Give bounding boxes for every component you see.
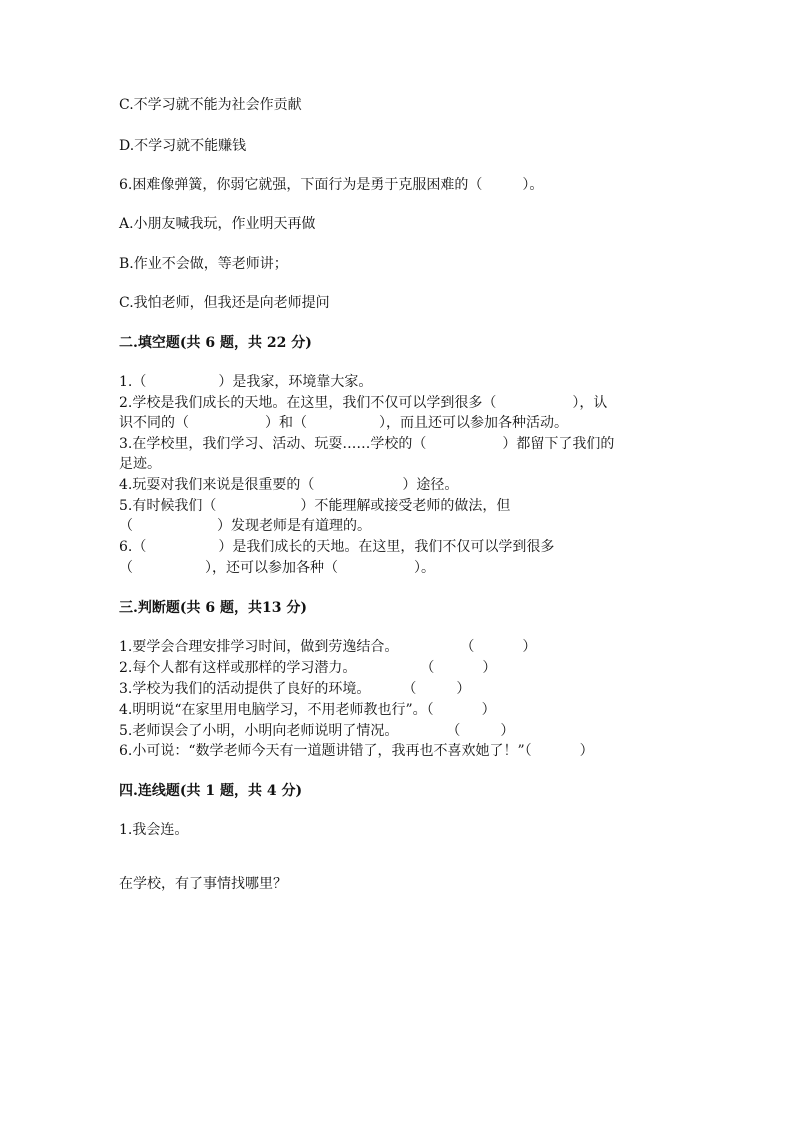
paren-open: （ [524,743,532,759]
judge-text: 2.每个人都有这样或那样的学习潜力。 [119,660,357,676]
option-a-q6: A.小朋友喊我玩，作业明天再做 [119,216,316,232]
paren-close: ） [522,639,537,655]
judge-question-2 [119,658,496,678]
q4-text-a: 4.玩耍对我们来说是很重要的（ [119,477,315,493]
judge-text: 4.明明说“在家里用电脑学习，不用老师教也行”。 [119,702,427,718]
q5-text-d: ）发现老师是有道理的。 [217,518,371,534]
option-c-q6: C.我怕老师，但我还是向老师提问 [119,295,330,311]
option-b-q6: B.作业不会做，等老师讲； [119,256,288,272]
q6-text-a: 6.（ [119,539,147,555]
fill-question-4 [119,475,458,495]
q5-text-b: ）不能理解或接受老师的做法，但 [300,498,511,514]
paren-close: ） [456,681,471,697]
paren-open: （ [426,702,434,718]
question-6-stem [119,175,543,195]
fill-question-2-line-2 [119,413,568,433]
q6-text-c: （ [119,560,133,576]
judge-question-3 [119,679,470,699]
q3-text-a: 3.在学校里，我们学习、活动、玩耍……学校的（ [119,436,427,452]
judge-question-6 [119,741,594,761]
paren-close: ） [482,660,497,676]
paren-close: ） [579,743,594,759]
q6-text-d: ），还可以参加各种（ [205,560,338,576]
q6-text-e: ）。 [414,560,435,576]
q2-text-c: 识不同的（ [119,415,189,431]
match-prompt: 在学校，有了事情找哪里？ [119,876,287,892]
fill-question-2-line-1 [119,393,607,413]
fill-question-1 [119,372,372,392]
q6-stem-end: ）。 [522,177,544,193]
q6-stem-text: 6.困难像弹簧，你弱它就强，下面行为是勇于克服困难的（ [119,177,483,193]
q2-text-a: 2.学校是我们成长的天地。在这里，我们不仅可以学到很多（ [119,395,497,411]
fill-question-3-line-1 [119,434,614,454]
q3-text-b: ）都留下了我们的 [502,436,615,452]
q6-text-b: ）是我们成长的天地。在这里，我们不仅可以学到很多 [218,539,555,555]
paren-close: ） [481,702,496,718]
judge-text: 3.学校为我们的活动提供了良好的环境。 [119,681,371,697]
q2-text-d: ）和（ [265,415,307,431]
judge-question-4 [119,700,496,720]
paren-open: （ [446,723,461,739]
judge-question-5 [119,721,514,741]
judge-text: 6.小可说：“数学老师今天有一道题讲错了，我再也不喜欢她了！” [119,743,525,759]
fill-question-5-line-1 [119,496,510,516]
fill-question-3-line-2: 足迹。 [119,456,161,472]
q1-text-b: ）是我家，环境靠大家。 [218,374,373,390]
paren-open: （ [420,660,435,676]
q2-text-e: ），而且还可以参加各种活动。 [379,415,568,431]
paren-open: （ [460,639,475,655]
paren-open: （ [402,681,417,697]
q2-text-b: ），认 [572,395,608,411]
match-question-1: 1.我会连。 [119,822,189,838]
section-2-heading: 二.填空题(共 6 题，共 22 分) [119,335,312,351]
paren-close: ） [500,723,515,739]
fill-question-5-line-2 [119,516,371,536]
option-d-q5: D.不学习就不能赚钱 [119,138,247,154]
q4-text-b: ）途径。 [402,477,459,493]
q1-text-a: 1.（ [119,374,147,390]
fill-question-6-line-1 [119,537,554,557]
option-c-q5: C.不学习就不能为社会作贡献 [119,97,302,113]
q5-text-c: （ [119,518,133,534]
section-4-heading: 四.连线题(共 1 题，共 4 分) [119,783,303,799]
q5-text-a: 5.有时候我们（ [119,498,217,514]
judge-text: 5.老师误会了小明，小明向老师说明了情况。 [119,723,399,739]
section-3-heading: 三.判断题(共 6 题，共13 分) [119,600,307,616]
fill-question-6-line-2 [119,558,435,578]
judge-text: 1.要学会合理安排学习时间，做到劳逸结合。 [119,639,399,655]
judge-question-1 [119,637,536,657]
